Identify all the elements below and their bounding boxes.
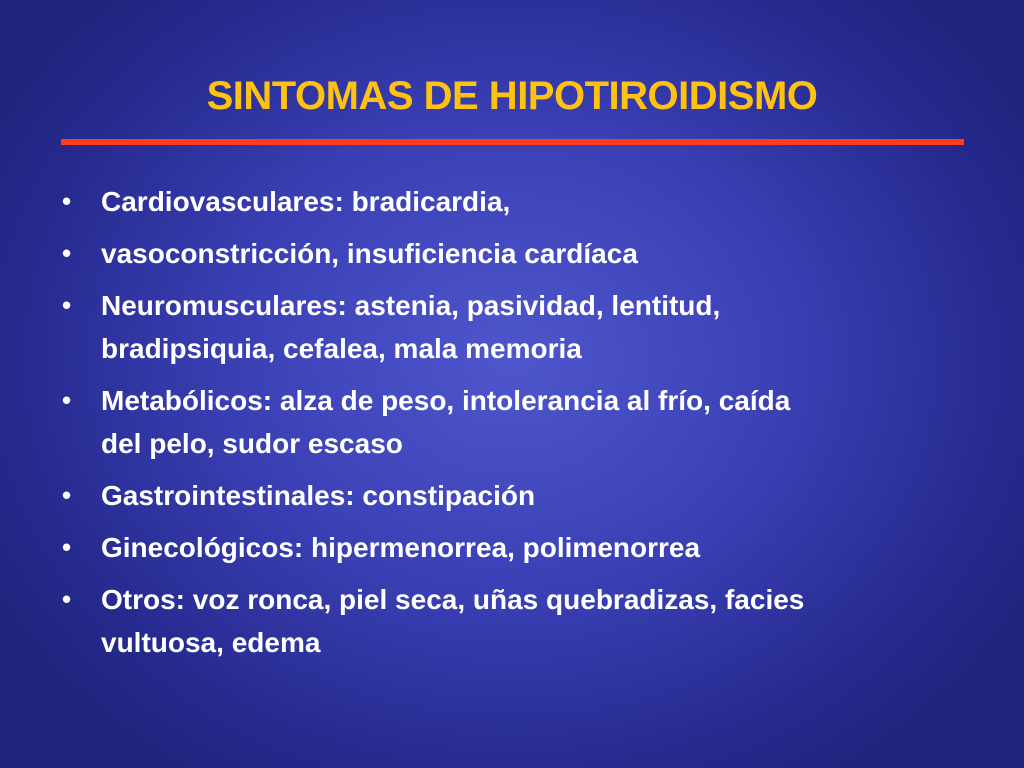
bullet-text: vasoconstricción, insuficiencia cardíaca xyxy=(101,238,638,269)
bullet-item-cardiovasculares xyxy=(60,180,980,223)
bullet-text: Gastrointestinales: constipación xyxy=(101,480,536,511)
bullet-text: Metabólicos: alza de peso, intolerancia al frío, caída del pelo, sudor escaso xyxy=(101,385,791,459)
title-divider xyxy=(61,139,964,145)
bullet-text: Neuromusculares: astenia, pasividad, lentitud, bradipsiquia, cefalea, mala memoria xyxy=(101,290,721,364)
bullet-item-gastrointestinales xyxy=(60,474,980,517)
bullet-dot-icon: • xyxy=(62,186,72,216)
bullet-dot-icon: • xyxy=(62,238,72,268)
bullet-item-neuromusculares xyxy=(60,284,980,370)
bullet-text: Cardiovasculares: bradicardia, xyxy=(101,186,511,217)
bullet-dot-icon: • xyxy=(62,584,72,614)
bullet-item-otros xyxy=(60,578,980,664)
bullet-item-metabolicos xyxy=(60,379,980,465)
bullet-dot-icon: • xyxy=(62,385,72,415)
bullet-list xyxy=(60,180,980,673)
bullet-dot-icon: • xyxy=(62,290,72,320)
bullet-dot-icon: • xyxy=(62,480,72,510)
bullet-item-vasoconstriccion xyxy=(60,232,980,275)
bullet-dot-icon: • xyxy=(62,532,72,562)
slide-title: SINTOMAS DE HIPOTIROIDISMO xyxy=(206,74,818,118)
bullet-item-ginecologicos xyxy=(60,526,980,569)
bullet-text: Otros: voz ronca, piel seca, uñas quebradizas, facies vultuosa, edema xyxy=(101,584,805,658)
bullet-text: Ginecológicos: hipermenorrea, polimenorrea xyxy=(101,532,701,563)
